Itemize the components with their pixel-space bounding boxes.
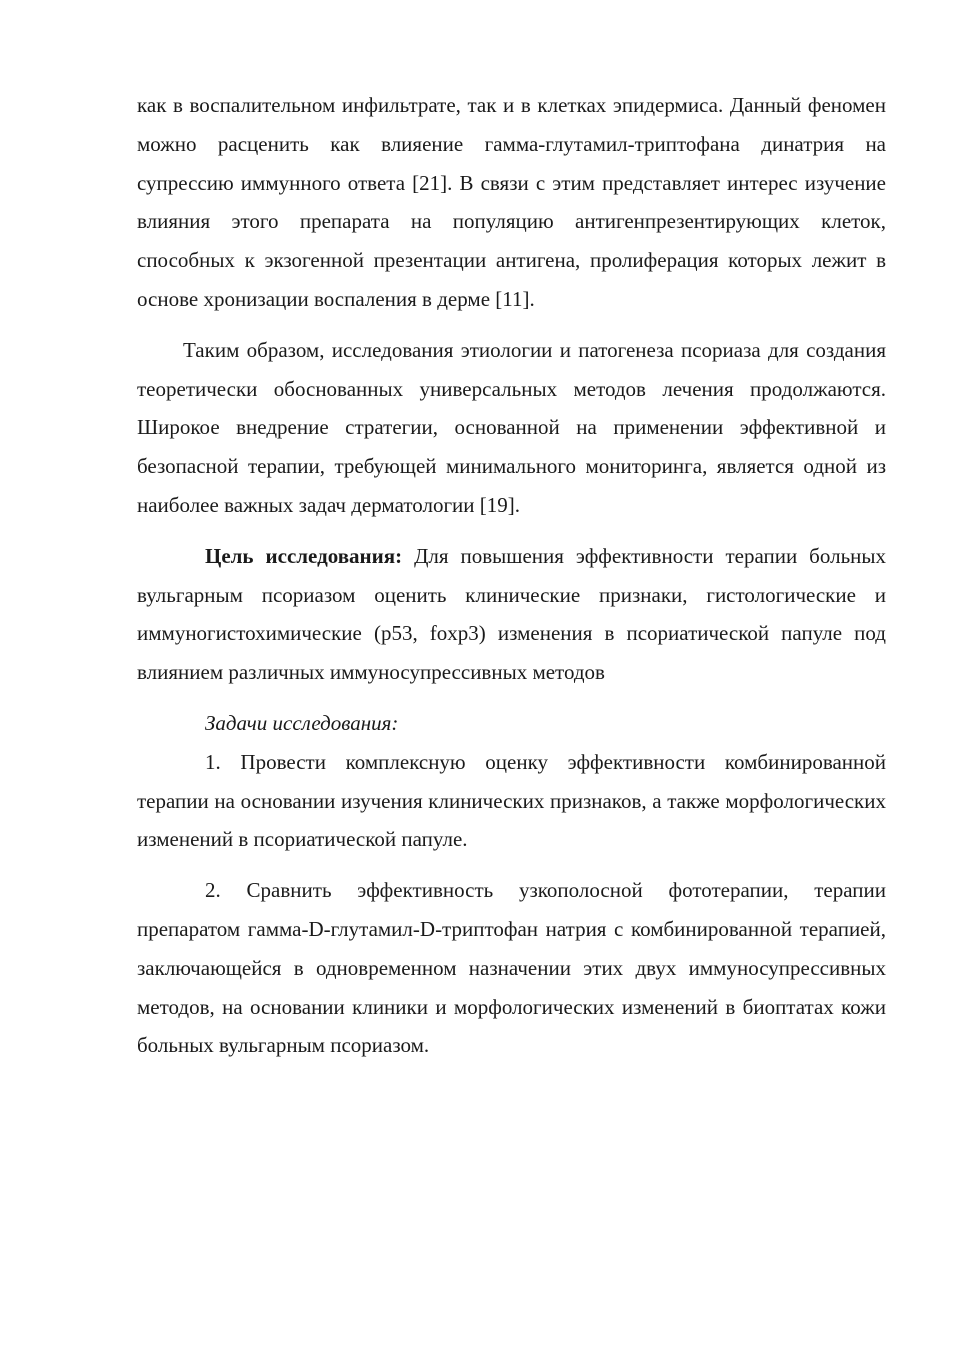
goal-text: Для повышения эффективности терапии больных вульгарным псориазом оценить клинические признаки, гистологические и иммуногистохимические (p53, foxp3) изменения в псориатической папуле под влиянием различных иммуносупрессивных методов: [137, 543, 886, 685]
goal-label: Цель исследования:: [205, 543, 403, 568]
paragraph-research-goal: [137, 537, 886, 692]
tasks-heading: Задачи исследования:: [205, 710, 399, 735]
document-page: [137, 86, 886, 1065]
paragraph-infiltrate: как в воспалительном инфильтрате, так и в клетках эпидермиса. Данный феномен можно расценить как влияение гамма-глутамил-триптофана динатрия на супрессию иммунного ответа [21]. В связи с этим представляет интерес изучение влияния этого препарата на популяцию антигенпрезентирующих клеток, способных к экзогенной презентации антигена, пролиферация которых лежит в основе хронизации воспаления в дерме [11].: [137, 93, 886, 311]
task-item-2: 2. Сравнить эффективность узкополосной фототерапии, терапии препаратом гамма-D-глутамил-D-триптофан натрия с комбинированной терапией, заключающейся в одновременном назначении этих двух иммуносупрессивных методов, на основании клиники и морфологических изменений в биоптатах кожи больных вульгарным псориазом.: [137, 878, 886, 1058]
paragraph-conclusion: Таким образом, исследования этиологии и патогенеза псориаза для создания теоретически обоснованных универсальных методов лечения продолжаются. Широкое внедрение стратегии, основанной на применении эффективной и безопасной терапии, требующей минимального мониторинга, является одной из наиболее важных задач дерматологии [19].: [137, 337, 886, 517]
task-item-1: 1. Провести комплексную оценку эффективности комбинированной терапии на основании изучения клинических признаков, а также морфологических изменений в псориатической папуле.: [137, 749, 886, 852]
